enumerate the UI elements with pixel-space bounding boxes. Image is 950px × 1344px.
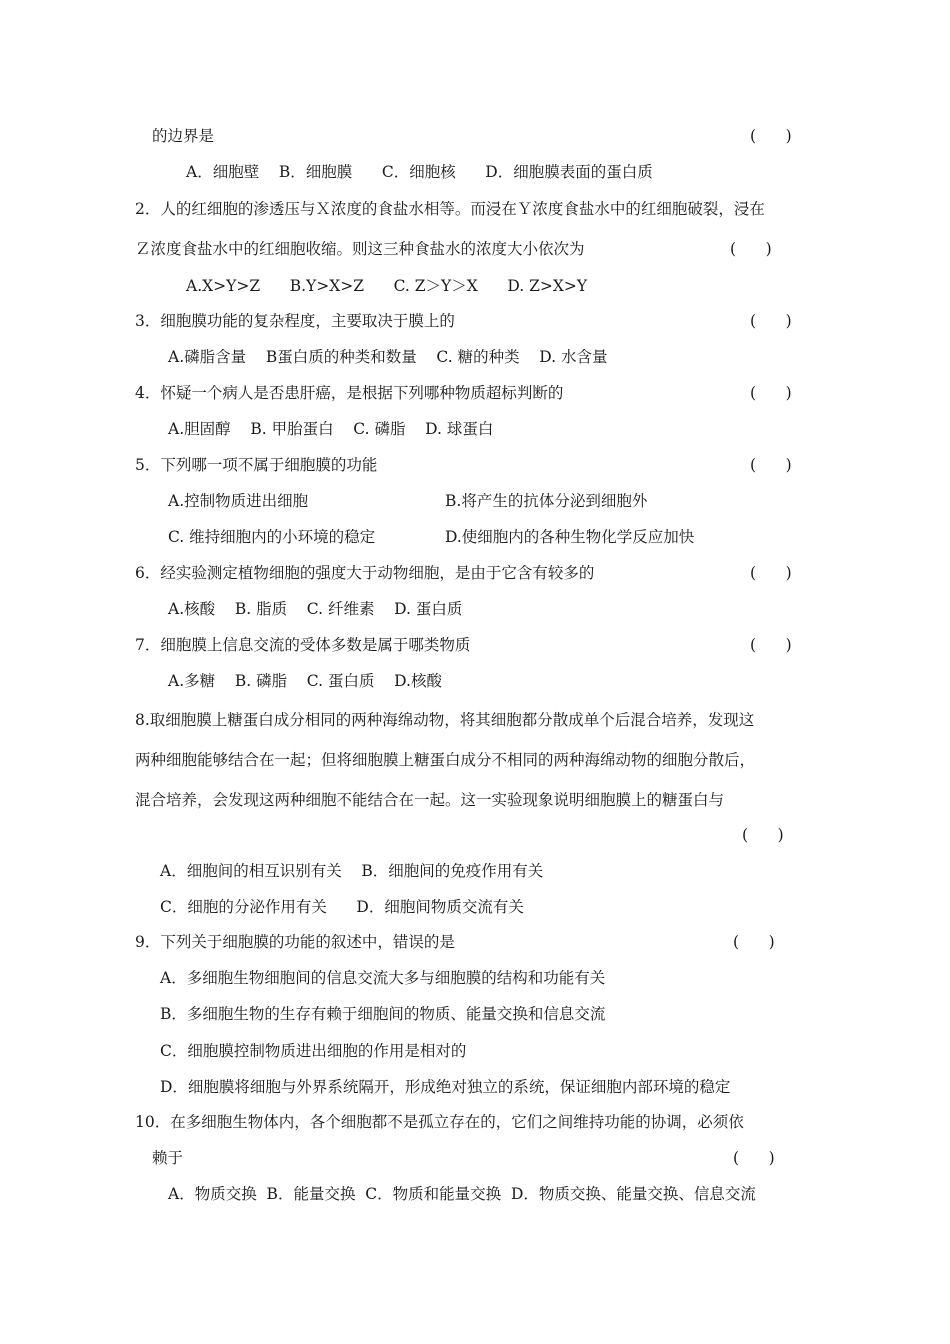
q1-answer-bracket: ( ) xyxy=(750,127,792,145)
q4-stem: 4．怀疑一个病人是否患肝癌，是根据下列哪种物质超标判断的 xyxy=(135,384,564,402)
q4-options: A.胆固醇 B. 甲胎蛋白 C. 磷脂 D. 球蛋白 xyxy=(168,420,494,438)
q9-option-d: D．细胞膜将细胞与外界系统隔开，形成绝对独立的系统，保证细胞内部环境的稳定 xyxy=(160,1078,731,1096)
q8-answer-bracket: ( ) xyxy=(742,826,784,844)
q10-answer-bracket: ( ) xyxy=(733,1149,775,1167)
q6-answer-bracket: ( ) xyxy=(750,564,792,582)
q5-stem: 5．下列哪一项不属于细胞膜的功能 xyxy=(135,456,378,474)
q10-stem-line1: 10．在多细胞生物体内，各个细胞都不是孤立存在的，它们之间维持功能的协调，必须依 xyxy=(135,1113,744,1131)
q8-options-row2: C．细胞的分泌作用有关 D．细胞间物质交流有关 xyxy=(160,898,524,916)
q8-stem-line2: 两种细胞能够结合在一起；但将细胞膜上糖蛋白成分不相同的两种海绵动物的细胞分散后， xyxy=(135,751,756,769)
q5-option-d: D.使细胞内的各种生物化学反应加快 xyxy=(445,528,695,546)
q10-stem-line2: 赖于 xyxy=(152,1149,184,1167)
q2-options: A.X>Y>Z B.Y>X>Z C. Z＞Y＞X D. Z>X>Y xyxy=(186,277,588,295)
q3-answer-bracket: ( ) xyxy=(750,312,792,330)
q9-answer-bracket: ( ) xyxy=(733,933,775,951)
q7-stem: 7．细胞膜上信息交流的受体多数是属于哪类物质 xyxy=(135,636,471,654)
q5-option-c: C. 维持细胞内的小环境的稳定 xyxy=(168,528,376,546)
q2-answer-bracket: ( ) xyxy=(730,240,772,258)
q5-option-a: A.控制物质进出细胞 xyxy=(168,492,309,510)
q5-answer-bracket: ( ) xyxy=(750,456,792,474)
q9-option-b: B．多细胞生物的生存有赖于细胞间的物质、能量交换和信息交流 xyxy=(160,1005,606,1023)
q9-stem: 9．下列关于细胞膜的功能的叙述中，错误的是 xyxy=(135,933,455,951)
q5-option-b: B.将产生的抗体分泌到细胞外 xyxy=(445,492,648,510)
q3-options: A.磷脂含量 B蛋白质的种类和数量 C. 糖的种类 D. 水含量 xyxy=(168,348,608,366)
q4-answer-bracket: ( ) xyxy=(750,384,792,402)
q6-stem: 6．经实验测定植物细胞的强度大于动物细胞，是由于它含有较多的 xyxy=(135,564,595,582)
q1-stem-continuation: 的边界是 xyxy=(152,127,215,145)
q2-stem-line2: Ｚ浓度食盐水中的红细胞收缩。则这三种食盐水的浓度大小依次为 xyxy=(135,240,585,258)
q8-options-row1: A．细胞间的相互识别有关 B．细胞间的免疫作用有关 xyxy=(160,862,544,880)
q8-stem-line1: 8.取细胞膜上糖蛋白成分相同的两种海绵动物，将其细胞都分散成单个后混合培养，发现这 xyxy=(135,711,755,729)
q6-options: A.核酸 B. 脂质 C. 纤维素 D. 蛋白质 xyxy=(168,600,463,618)
q9-option-a: A．多细胞生物细胞间的信息交流大多与细胞膜的结构和功能有关 xyxy=(160,969,606,987)
q3-stem: 3．细胞膜功能的复杂程度，主要取决于膜上的 xyxy=(135,312,455,330)
q7-answer-bracket: ( ) xyxy=(750,636,792,654)
q10-options: A．物质交换 B．能量交换 C．物质和能量交换 D．物质交换、能量交换、信息交流 xyxy=(168,1185,756,1203)
q1-options: A．细胞壁 B．细胞膜 C．细胞核 D．细胞膜表面的蛋白质 xyxy=(186,163,653,181)
q9-option-c: C．细胞膜控制物质进出细胞的作用是相对的 xyxy=(160,1042,467,1060)
q7-options: A.多糖 B. 磷脂 C. 蛋白质 D.核酸 xyxy=(168,672,442,690)
q8-stem-line3: 混合培养，会发现这两种细胞不能结合在一起。这一实验现象说明细胞膜上的糖蛋白与 xyxy=(135,791,725,809)
q2-stem-line1: 2．人的红细胞的渗透压与Ｘ浓度的食盐水相等。而浸在Ｙ浓度食盐水中的红细胞破裂，浸在 xyxy=(135,200,765,218)
